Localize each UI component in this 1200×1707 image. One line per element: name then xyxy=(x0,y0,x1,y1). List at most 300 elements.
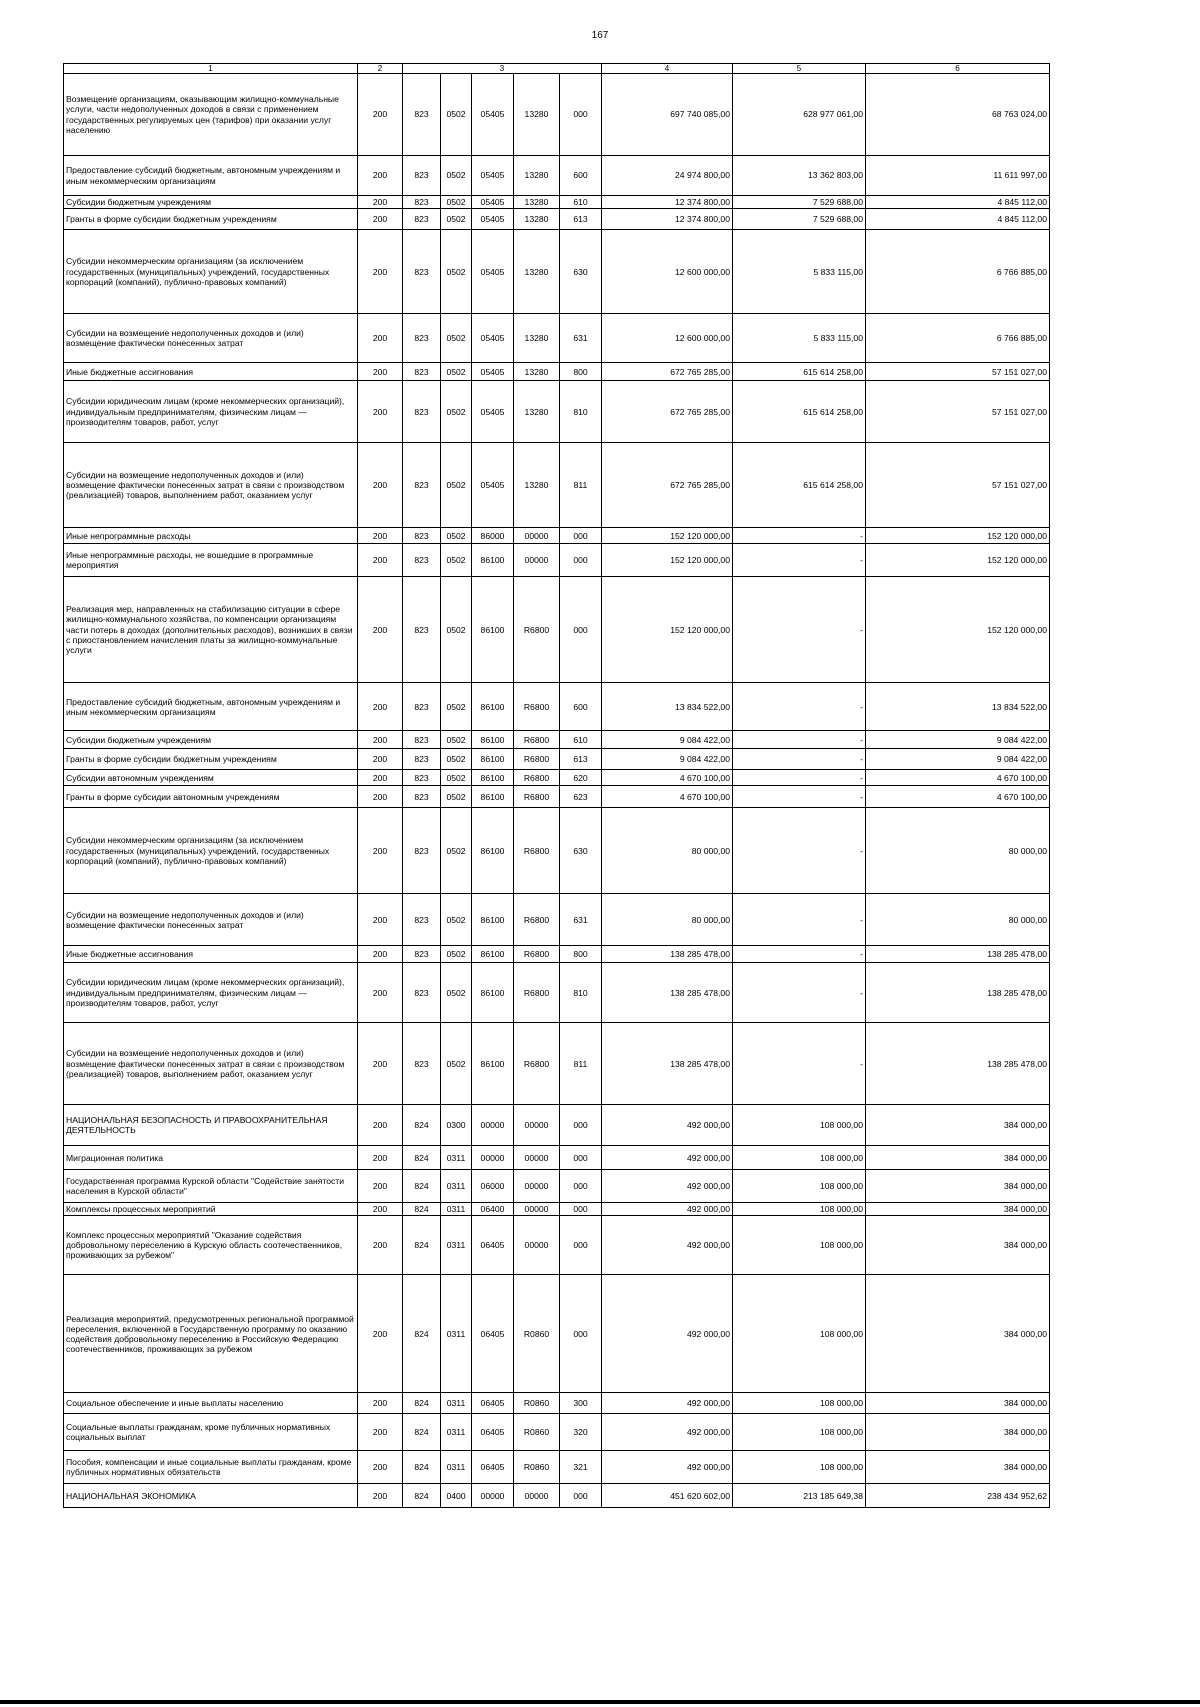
amount-col4-cell: 492 000,00 xyxy=(602,1105,733,1146)
amount-col6-cell: 9 084 422,00 xyxy=(866,749,1050,770)
section-code-cell: 200 xyxy=(358,731,403,749)
direction-code-cell: 13280 xyxy=(514,230,560,314)
direction-code-cell: 13280 xyxy=(514,196,560,209)
amount-col4-cell: 152 120 000,00 xyxy=(602,577,733,683)
program-code-cell: 86100 xyxy=(472,749,514,770)
amount-col6-cell: 4 670 100,00 xyxy=(866,786,1050,808)
section-code-cell: 200 xyxy=(358,528,403,544)
amount-col4-cell: 492 000,00 xyxy=(602,1393,733,1414)
subsection-code-cell: 0311 xyxy=(441,1216,472,1275)
direction-code-cell: 13280 xyxy=(514,363,560,381)
expense-type-code-cell: 811 xyxy=(560,443,602,528)
program-code-cell: 05405 xyxy=(472,209,514,230)
subsection-code-cell: 0502 xyxy=(441,443,472,528)
table-row xyxy=(64,946,1050,963)
ministry-code-cell: 823 xyxy=(403,381,441,443)
amount-col5-cell: 628 977 061,00 xyxy=(733,74,866,156)
amount-col4-cell: 80 000,00 xyxy=(602,808,733,894)
section-code-cell: 200 xyxy=(358,230,403,314)
subsection-code-cell: 0311 xyxy=(441,1414,472,1451)
expense-type-code-cell: 300 xyxy=(560,1393,602,1414)
program-code-cell: 06405 xyxy=(472,1275,514,1393)
program-code-cell: 05405 xyxy=(472,230,514,314)
ministry-code-cell: 824 xyxy=(403,1451,441,1484)
section-code-cell: 200 xyxy=(358,1414,403,1451)
direction-code-cell: 00000 xyxy=(514,1146,560,1170)
direction-code-cell: 13280 xyxy=(514,209,560,230)
direction-code-cell: R0860 xyxy=(514,1414,560,1451)
program-code-cell: 06405 xyxy=(472,1414,514,1451)
amount-col4-cell: 12 600 000,00 xyxy=(602,230,733,314)
ministry-code-cell: 823 xyxy=(403,770,441,786)
section-code-cell: 200 xyxy=(358,1023,403,1105)
subsection-code-cell: 0502 xyxy=(441,577,472,683)
expense-type-code-cell: 613 xyxy=(560,209,602,230)
amount-col6-cell: 138 285 478,00 xyxy=(866,963,1050,1023)
amount-col4-cell: 13 834 522,00 xyxy=(602,683,733,731)
amount-col6-cell: 384 000,00 xyxy=(866,1203,1050,1216)
expense-type-code-cell: 810 xyxy=(560,381,602,443)
ministry-code-cell: 823 xyxy=(403,808,441,894)
program-code-cell: 86100 xyxy=(472,808,514,894)
row-name-cell: Комплексы процессных мероприятий xyxy=(64,1203,358,1216)
amount-col4-cell: 152 120 000,00 xyxy=(602,528,733,544)
table-row xyxy=(64,963,1050,1023)
row-name-cell: Реализация мер, направленных на стабилизацию ситуации в сфере жилищно-коммунального хозяйства, по компенсации организациям части потерь в доходах (дополнительных расходов), возникших в связи с приостановлением начисления платы за жилищно-коммунальные услуги xyxy=(64,577,358,683)
amount-col6-cell: 384 000,00 xyxy=(866,1393,1050,1414)
amount-col4-cell: 492 000,00 xyxy=(602,1451,733,1484)
amount-col6-cell: 238 434 952,62 xyxy=(866,1484,1050,1508)
direction-code-cell: R0860 xyxy=(514,1451,560,1484)
ministry-code-cell: 824 xyxy=(403,1484,441,1508)
direction-code-cell: R0860 xyxy=(514,1393,560,1414)
amount-col5-cell: 5 833 115,00 xyxy=(733,230,866,314)
section-code-cell: 200 xyxy=(358,156,403,196)
column-number-row xyxy=(64,64,1050,74)
amount-col5-cell: 615 614 258,00 xyxy=(733,381,866,443)
subsection-code-cell: 0502 xyxy=(441,381,472,443)
amount-col6-cell: 9 084 422,00 xyxy=(866,731,1050,749)
direction-code-cell: R6800 xyxy=(514,894,560,946)
program-code-cell: 86100 xyxy=(472,786,514,808)
section-code-cell: 200 xyxy=(358,963,403,1023)
amount-col5-cell: 615 614 258,00 xyxy=(733,363,866,381)
table-row xyxy=(64,731,1050,749)
direction-code-cell: R6800 xyxy=(514,1023,560,1105)
section-code-cell: 200 xyxy=(358,1146,403,1170)
amount-col6-cell: 57 151 027,00 xyxy=(866,363,1050,381)
table-row xyxy=(64,363,1050,381)
direction-code-cell: R6800 xyxy=(514,770,560,786)
amount-col4-cell: 672 765 285,00 xyxy=(602,363,733,381)
program-code-cell: 05405 xyxy=(472,381,514,443)
amount-col6-cell: 384 000,00 xyxy=(866,1216,1050,1275)
section-code-cell: 200 xyxy=(358,946,403,963)
ministry-code-cell: 823 xyxy=(403,731,441,749)
amount-col6-cell: 6 766 885,00 xyxy=(866,230,1050,314)
amount-col5-cell: - xyxy=(733,894,866,946)
row-name-cell: Гранты в форме субсидии бюджетным учреждениям xyxy=(64,209,358,230)
subsection-code-cell: 0502 xyxy=(441,209,472,230)
ministry-code-cell: 824 xyxy=(403,1146,441,1170)
amount-col5-cell: 108 000,00 xyxy=(733,1203,866,1216)
program-code-cell: 06405 xyxy=(472,1393,514,1414)
amount-col6-cell: 11 611 997,00 xyxy=(866,156,1050,196)
subsection-code-cell: 0400 xyxy=(441,1484,472,1508)
table-row xyxy=(64,1393,1050,1414)
expense-type-code-cell: 610 xyxy=(560,196,602,209)
section-code-cell: 200 xyxy=(358,683,403,731)
direction-code-cell: 00000 xyxy=(514,1105,560,1146)
row-name-cell: Субсидии на возмещение недополученных доходов и (или) возмещение фактически понесенных затрат xyxy=(64,314,358,363)
amount-col5-cell: - xyxy=(733,963,866,1023)
row-name-cell: Миграционная политика xyxy=(64,1146,358,1170)
table-row xyxy=(64,683,1050,731)
amount-col6-cell: 4 670 100,00 xyxy=(866,770,1050,786)
ministry-code-cell: 824 xyxy=(403,1414,441,1451)
ministry-code-cell: 823 xyxy=(403,443,441,528)
ministry-code-cell: 823 xyxy=(403,363,441,381)
section-code-cell: 200 xyxy=(358,1393,403,1414)
row-name-cell: Предоставление субсидий бюджетным, автономным учреждениям и иным некоммерческим организациям xyxy=(64,683,358,731)
expense-type-code-cell: 620 xyxy=(560,770,602,786)
section-code-cell: 200 xyxy=(358,577,403,683)
section-code-cell: 200 xyxy=(358,808,403,894)
amount-col4-cell: 492 000,00 xyxy=(602,1275,733,1393)
ministry-code-cell: 823 xyxy=(403,74,441,156)
direction-code-cell: R6800 xyxy=(514,786,560,808)
table-row xyxy=(64,577,1050,683)
row-name-cell: Субсидии бюджетным учреждениям xyxy=(64,196,358,209)
row-name-cell: Субсидии бюджетным учреждениям xyxy=(64,731,358,749)
amount-col6-cell: 152 120 000,00 xyxy=(866,528,1050,544)
column-number: 3 xyxy=(403,64,602,74)
expense-type-code-cell: 630 xyxy=(560,808,602,894)
table-row xyxy=(64,770,1050,786)
program-code-cell: 05405 xyxy=(472,443,514,528)
row-name-cell: Субсидии на возмещение недополученных доходов и (или) возмещение фактически понесенных затрат в связи с производством (реализацией) товаров, выполнением работ, оказанием услуг xyxy=(64,1023,358,1105)
direction-code-cell: 00000 xyxy=(514,1203,560,1216)
direction-code-cell: 13280 xyxy=(514,381,560,443)
ministry-code-cell: 823 xyxy=(403,786,441,808)
amount-col6-cell: 57 151 027,00 xyxy=(866,381,1050,443)
amount-col6-cell: 138 285 478,00 xyxy=(866,946,1050,963)
subsection-code-cell: 0311 xyxy=(441,1451,472,1484)
row-name-cell: Иные бюджетные ассигнования xyxy=(64,946,358,963)
amount-col4-cell: 4 670 100,00 xyxy=(602,770,733,786)
amount-col5-cell: 7 529 688,00 xyxy=(733,196,866,209)
table-row xyxy=(64,156,1050,196)
expense-type-code-cell: 000 xyxy=(560,1216,602,1275)
row-name-cell: Субсидии юридическим лицам (кроме некоммерческих организаций), индивидуальным предпринимателям, физическим лицам — производителям товаров, работ, услуг xyxy=(64,963,358,1023)
amount-col4-cell: 24 974 800,00 xyxy=(602,156,733,196)
expense-type-code-cell: 000 xyxy=(560,577,602,683)
row-name-cell: Гранты в форме субсидии бюджетным учреждениям xyxy=(64,749,358,770)
expense-type-code-cell: 321 xyxy=(560,1451,602,1484)
table-row xyxy=(64,230,1050,314)
ministry-code-cell: 823 xyxy=(403,894,441,946)
subsection-code-cell: 0502 xyxy=(441,230,472,314)
amount-col6-cell: 57 151 027,00 xyxy=(866,443,1050,528)
amount-col4-cell: 138 285 478,00 xyxy=(602,946,733,963)
expense-type-code-cell: 000 xyxy=(560,544,602,577)
subsection-code-cell: 0502 xyxy=(441,946,472,963)
amount-col6-cell: 384 000,00 xyxy=(866,1170,1050,1203)
table-row xyxy=(64,808,1050,894)
ministry-code-cell: 823 xyxy=(403,209,441,230)
amount-col4-cell: 451 620 602,00 xyxy=(602,1484,733,1508)
table-row xyxy=(64,1414,1050,1451)
amount-col4-cell: 672 765 285,00 xyxy=(602,381,733,443)
direction-code-cell: R6800 xyxy=(514,683,560,731)
amount-col4-cell: 492 000,00 xyxy=(602,1203,733,1216)
ministry-code-cell: 823 xyxy=(403,156,441,196)
program-code-cell: 00000 xyxy=(472,1105,514,1146)
ministry-code-cell: 823 xyxy=(403,749,441,770)
amount-col4-cell: 492 000,00 xyxy=(602,1414,733,1451)
amount-col6-cell: 384 000,00 xyxy=(866,1451,1050,1484)
table-row xyxy=(64,209,1050,230)
subsection-code-cell: 0311 xyxy=(441,1275,472,1393)
amount-col4-cell: 80 000,00 xyxy=(602,894,733,946)
amount-col5-cell: - xyxy=(733,946,866,963)
section-code-cell: 200 xyxy=(358,196,403,209)
subsection-code-cell: 0311 xyxy=(441,1203,472,1216)
section-code-cell: 200 xyxy=(358,786,403,808)
subsection-code-cell: 0502 xyxy=(441,770,472,786)
program-code-cell: 86100 xyxy=(472,946,514,963)
expense-type-code-cell: 810 xyxy=(560,963,602,1023)
program-code-cell: 86100 xyxy=(472,963,514,1023)
amount-col6-cell: 13 834 522,00 xyxy=(866,683,1050,731)
subsection-code-cell: 0502 xyxy=(441,1023,472,1105)
amount-col6-cell: 384 000,00 xyxy=(866,1414,1050,1451)
ministry-code-cell: 824 xyxy=(403,1203,441,1216)
subsection-code-cell: 0502 xyxy=(441,156,472,196)
amount-col4-cell: 9 084 422,00 xyxy=(602,731,733,749)
row-name-cell: Социальное обеспечение и иные выплаты населению xyxy=(64,1393,358,1414)
program-code-cell: 86100 xyxy=(472,1023,514,1105)
row-name-cell: Субсидии автономным учреждениям xyxy=(64,770,358,786)
row-name-cell: НАЦИОНАЛЬНАЯ БЕЗОПАСНОСТЬ И ПРАВООХРАНИТЕЛЬНАЯ ДЕЯТЕЛЬНОСТЬ xyxy=(64,1105,358,1146)
table-row xyxy=(64,1203,1050,1216)
amount-col6-cell: 152 120 000,00 xyxy=(866,544,1050,577)
amount-col4-cell: 492 000,00 xyxy=(602,1216,733,1275)
row-name-cell: Реализация мероприятий, предусмотренных региональной программой переселения, включенной в Государственную программу по оказанию содействия добровольному переселению в Российскую Федерацию соотечественников, проживающих за рубежом xyxy=(64,1275,358,1393)
section-code-cell: 200 xyxy=(358,1203,403,1216)
amount-col5-cell: 108 000,00 xyxy=(733,1146,866,1170)
table-row xyxy=(64,1023,1050,1105)
subsection-code-cell: 0502 xyxy=(441,314,472,363)
amount-col5-cell: - xyxy=(733,528,866,544)
amount-col5-cell: - xyxy=(733,749,866,770)
row-name-cell: Субсидии на возмещение недополученных доходов и (или) возмещение фактически понесенных затрат в связи с производством (реализацией) товаров, выполнением работ, оказанием услуг xyxy=(64,443,358,528)
subsection-code-cell: 0311 xyxy=(441,1393,472,1414)
table-row xyxy=(64,1170,1050,1203)
amount-col4-cell: 672 765 285,00 xyxy=(602,443,733,528)
amount-col5-cell: 7 529 688,00 xyxy=(733,209,866,230)
direction-code-cell: R0860 xyxy=(514,1275,560,1393)
table-row xyxy=(64,1275,1050,1393)
amount-col5-cell: 615 614 258,00 xyxy=(733,443,866,528)
row-name-cell: Государственная программа Курской области "Содействие занятости населения в Курской области" xyxy=(64,1170,358,1203)
program-code-cell: 06400 xyxy=(472,1203,514,1216)
expense-type-code-cell: 600 xyxy=(560,683,602,731)
amount-col4-cell: 492 000,00 xyxy=(602,1170,733,1203)
program-code-cell: 86100 xyxy=(472,731,514,749)
section-code-cell: 200 xyxy=(358,209,403,230)
bottom-rule xyxy=(0,1700,1200,1704)
section-code-cell: 200 xyxy=(358,443,403,528)
table-row xyxy=(64,1484,1050,1508)
amount-col4-cell: 12 374 800,00 xyxy=(602,196,733,209)
ministry-code-cell: 823 xyxy=(403,1023,441,1105)
row-name-cell: Субсидии некоммерческим организациям (за исключением государственных (муниципальных) учреждений, государственных корпораций (компаний), публично-правовых компаний) xyxy=(64,808,358,894)
table-row xyxy=(64,314,1050,363)
amount-col4-cell: 12 600 000,00 xyxy=(602,314,733,363)
section-code-cell: 200 xyxy=(358,74,403,156)
expense-type-code-cell: 811 xyxy=(560,1023,602,1105)
subsection-code-cell: 0311 xyxy=(441,1146,472,1170)
amount-col4-cell: 697 740 085,00 xyxy=(602,74,733,156)
table-row xyxy=(64,894,1050,946)
subsection-code-cell: 0502 xyxy=(441,363,472,381)
expense-type-code-cell: 613 xyxy=(560,749,602,770)
section-code-cell: 200 xyxy=(358,1451,403,1484)
ministry-code-cell: 823 xyxy=(403,577,441,683)
amount-col5-cell: 108 000,00 xyxy=(733,1216,866,1275)
amount-col5-cell: 213 185 649,38 xyxy=(733,1484,866,1508)
section-code-cell: 200 xyxy=(358,1484,403,1508)
amount-col5-cell: 108 000,00 xyxy=(733,1393,866,1414)
section-code-cell: 200 xyxy=(358,381,403,443)
amount-col6-cell: 4 845 112,00 xyxy=(866,209,1050,230)
amount-col6-cell: 4 845 112,00 xyxy=(866,196,1050,209)
ministry-code-cell: 823 xyxy=(403,230,441,314)
expense-type-code-cell: 000 xyxy=(560,1146,602,1170)
column-number: 5 xyxy=(733,64,866,74)
section-code-cell: 200 xyxy=(358,1275,403,1393)
subsection-code-cell: 0502 xyxy=(441,894,472,946)
table-row xyxy=(64,1146,1050,1170)
direction-code-cell: R6800 xyxy=(514,808,560,894)
table-row xyxy=(64,786,1050,808)
ministry-code-cell: 823 xyxy=(403,946,441,963)
row-name-cell: Субсидии юридическим лицам (кроме некоммерческих организаций), индивидуальным предпринимателям, физическим лицам — производителям товаров, работ, услуг xyxy=(64,381,358,443)
program-code-cell: 86100 xyxy=(472,544,514,577)
column-number: 1 xyxy=(64,64,358,74)
subsection-code-cell: 0502 xyxy=(441,544,472,577)
expense-type-code-cell: 000 xyxy=(560,1275,602,1393)
amount-col5-cell: 13 362 803,00 xyxy=(733,156,866,196)
page-number: 167 xyxy=(591,30,609,41)
row-name-cell: НАЦИОНАЛЬНАЯ ЭКОНОМИКА xyxy=(64,1484,358,1508)
section-code-cell: 200 xyxy=(358,1105,403,1146)
amount-col5-cell: - xyxy=(733,1023,866,1105)
amount-col4-cell: 138 285 478,00 xyxy=(602,1023,733,1105)
ministry-code-cell: 824 xyxy=(403,1275,441,1393)
column-number: 4 xyxy=(602,64,733,74)
expense-type-code-cell: 800 xyxy=(560,946,602,963)
amount-col5-cell: 5 833 115,00 xyxy=(733,314,866,363)
direction-code-cell: 00000 xyxy=(514,1170,560,1203)
row-name-cell: Гранты в форме субсидии автономным учреждениям xyxy=(64,786,358,808)
section-code-cell: 200 xyxy=(358,544,403,577)
expense-type-code-cell: 600 xyxy=(560,156,602,196)
row-name-cell: Субсидии на возмещение недополученных доходов и (или) возмещение фактически понесенных затрат xyxy=(64,894,358,946)
expense-type-code-cell: 631 xyxy=(560,894,602,946)
ministry-code-cell: 823 xyxy=(403,314,441,363)
ministry-code-cell: 823 xyxy=(403,683,441,731)
amount-col4-cell: 492 000,00 xyxy=(602,1146,733,1170)
expense-type-code-cell: 000 xyxy=(560,1484,602,1508)
table-row xyxy=(64,443,1050,528)
section-code-cell: 200 xyxy=(358,1170,403,1203)
ministry-code-cell: 824 xyxy=(403,1216,441,1275)
expense-type-code-cell: 320 xyxy=(560,1414,602,1451)
budget-table xyxy=(63,63,1050,1508)
row-name-cell: Субсидии некоммерческим организациям (за исключением государственных (муниципальных) учреждений, государственных корпораций (компаний), публично-правовых компаний) xyxy=(64,230,358,314)
table-row xyxy=(64,196,1050,209)
program-code-cell: 86000 xyxy=(472,528,514,544)
section-code-cell: 200 xyxy=(358,363,403,381)
direction-code-cell: 13280 xyxy=(514,443,560,528)
expense-type-code-cell: 631 xyxy=(560,314,602,363)
row-name-cell: Предоставление субсидий бюджетным, автономным учреждениям и иным некоммерческим организациям xyxy=(64,156,358,196)
table-row xyxy=(64,74,1050,156)
expense-type-code-cell: 000 xyxy=(560,74,602,156)
section-code-cell: 200 xyxy=(358,314,403,363)
program-code-cell: 05405 xyxy=(472,196,514,209)
row-name-cell: Возмещение организациям, оказывающим жилищно-коммунальные услуги, части недополученных доходов в связи с применением государственных регулируемых цен (тарифов) при оказании услуг населению xyxy=(64,74,358,156)
direction-code-cell: R6800 xyxy=(514,946,560,963)
row-name-cell: Иные непрограммные расходы, не вошедшие в программные мероприятия xyxy=(64,544,358,577)
row-name-cell: Иные бюджетные ассигнования xyxy=(64,363,358,381)
amount-col5-cell: - xyxy=(733,786,866,808)
amount-col5-cell: 108 000,00 xyxy=(733,1451,866,1484)
direction-code-cell: 13280 xyxy=(514,314,560,363)
subsection-code-cell: 0300 xyxy=(441,1105,472,1146)
subsection-code-cell: 0502 xyxy=(441,786,472,808)
row-name-cell: Иные непрограммные расходы xyxy=(64,528,358,544)
amount-col4-cell: 9 084 422,00 xyxy=(602,749,733,770)
amount-col4-cell: 138 285 478,00 xyxy=(602,963,733,1023)
table-row xyxy=(64,1216,1050,1275)
section-code-cell: 200 xyxy=(358,749,403,770)
direction-code-cell: R6800 xyxy=(514,731,560,749)
subsection-code-cell: 0502 xyxy=(441,74,472,156)
column-number: 2 xyxy=(358,64,403,74)
program-code-cell: 86100 xyxy=(472,770,514,786)
subsection-code-cell: 0502 xyxy=(441,683,472,731)
program-code-cell: 06405 xyxy=(472,1451,514,1484)
amount-col5-cell: - xyxy=(733,770,866,786)
amount-col6-cell: 152 120 000,00 xyxy=(866,577,1050,683)
amount-col6-cell: 384 000,00 xyxy=(866,1275,1050,1393)
subsection-code-cell: 0502 xyxy=(441,808,472,894)
subsection-code-cell: 0502 xyxy=(441,963,472,1023)
subsection-code-cell: 0502 xyxy=(441,196,472,209)
direction-code-cell: R6800 xyxy=(514,749,560,770)
subsection-code-cell: 0311 xyxy=(441,1170,472,1203)
column-number: 6 xyxy=(866,64,1050,74)
program-code-cell: 05405 xyxy=(472,74,514,156)
row-name-cell: Социальные выплаты гражданам, кроме публичных нормативных социальных выплат xyxy=(64,1414,358,1451)
program-code-cell: 00000 xyxy=(472,1146,514,1170)
ministry-code-cell: 824 xyxy=(403,1105,441,1146)
direction-code-cell: 13280 xyxy=(514,156,560,196)
expense-type-code-cell: 800 xyxy=(560,363,602,381)
